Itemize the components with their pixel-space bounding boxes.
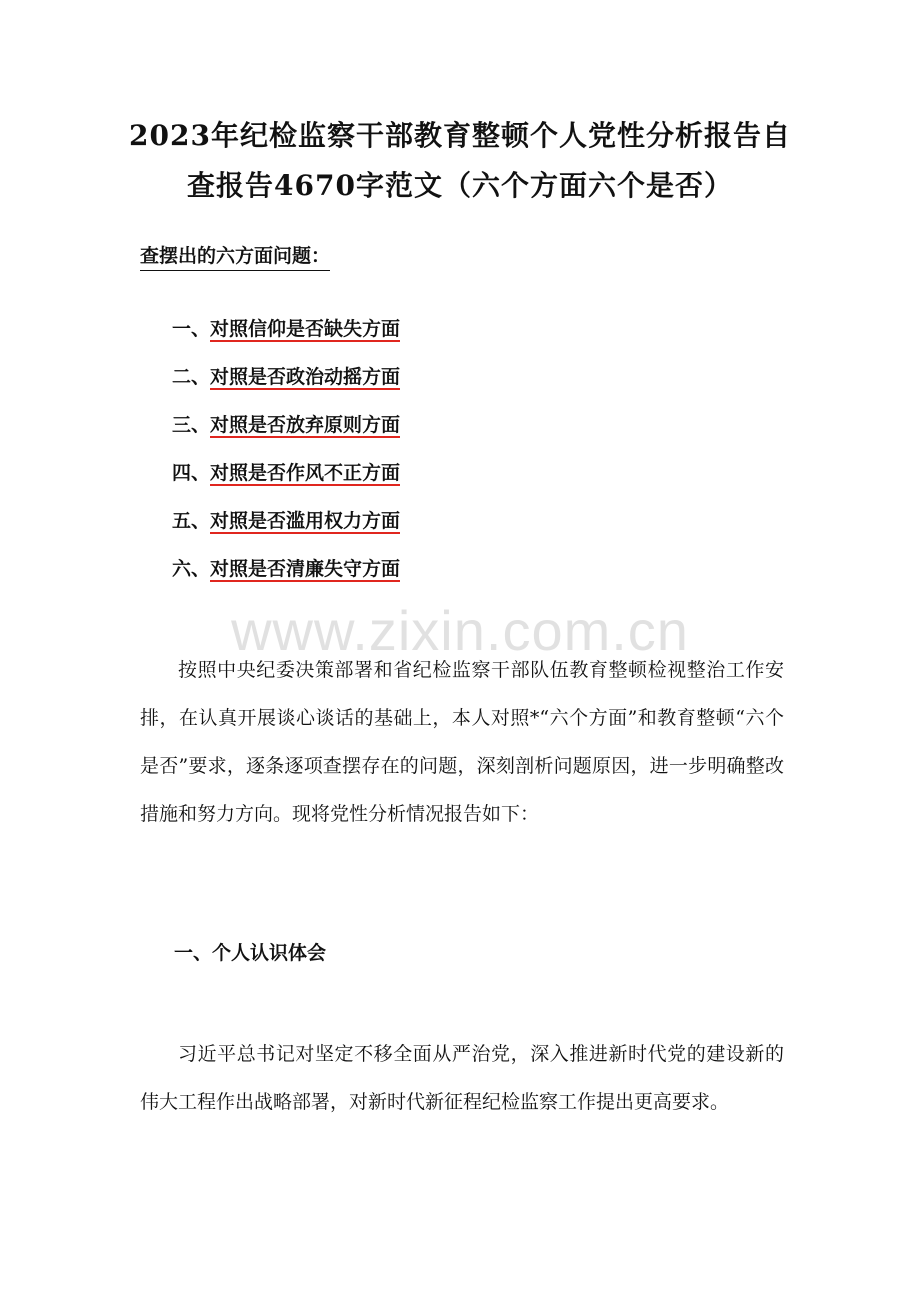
body-paragraph: 习近平总书记对坚定不移全面从严治党，深入推进新时代党的建设新的伟大工程作出战略部署，对新时代新征程纪检监察工作提出更高要求。 [140,1043,784,1113]
issue-item [172,410,400,440]
issue-text: 对照是否放弃原则方面 [210,414,401,436]
issue-text: 对照是否政治动摇方面 [210,366,401,388]
issue-number: 六、 [172,558,211,580]
issue-item [172,458,400,488]
issue-number: 五、 [172,510,211,532]
intro-paragraph: 按照中央纪委决策部署和省纪检监察干部队伍教育整顿检视整治工作安排，在认真开展谈心谈话的基础上，本人对照*“六个方面”和教育整顿“六个是否”要求，逐条逐项查摆存在的问题，深刻剖析问题原因，进一步明确整改措施和努力方向。现将党性分析情况报告如下： [140,659,784,825]
document-title-line-1: 2023年纪检监察干部教育整顿个人党性分析报告自 [129,119,791,152]
document-title-line-2: 查报告4670字范文（六个方面六个是否） [187,169,733,202]
issues-subheading: 查摆出的六方面问题： [140,242,330,271]
issue-item [172,314,400,344]
watermark: www.zixin.com.cn [231,599,689,662]
section-heading: 一、个人认识体会 [174,942,327,964]
issue-text: 对照是否作风不正方面 [210,462,401,484]
issue-number: 三、 [172,414,211,436]
issue-item [172,554,400,584]
issue-text: 对照是否滥用权力方面 [210,510,401,532]
issue-text: 对照是否清廉失守方面 [210,558,401,580]
issue-number: 一、 [172,318,211,340]
issue-item [172,362,400,392]
issue-number: 二、 [172,366,211,388]
issue-item [172,506,400,536]
issue-text: 对照信仰是否缺失方面 [210,318,401,340]
issue-number: 四、 [172,462,211,484]
